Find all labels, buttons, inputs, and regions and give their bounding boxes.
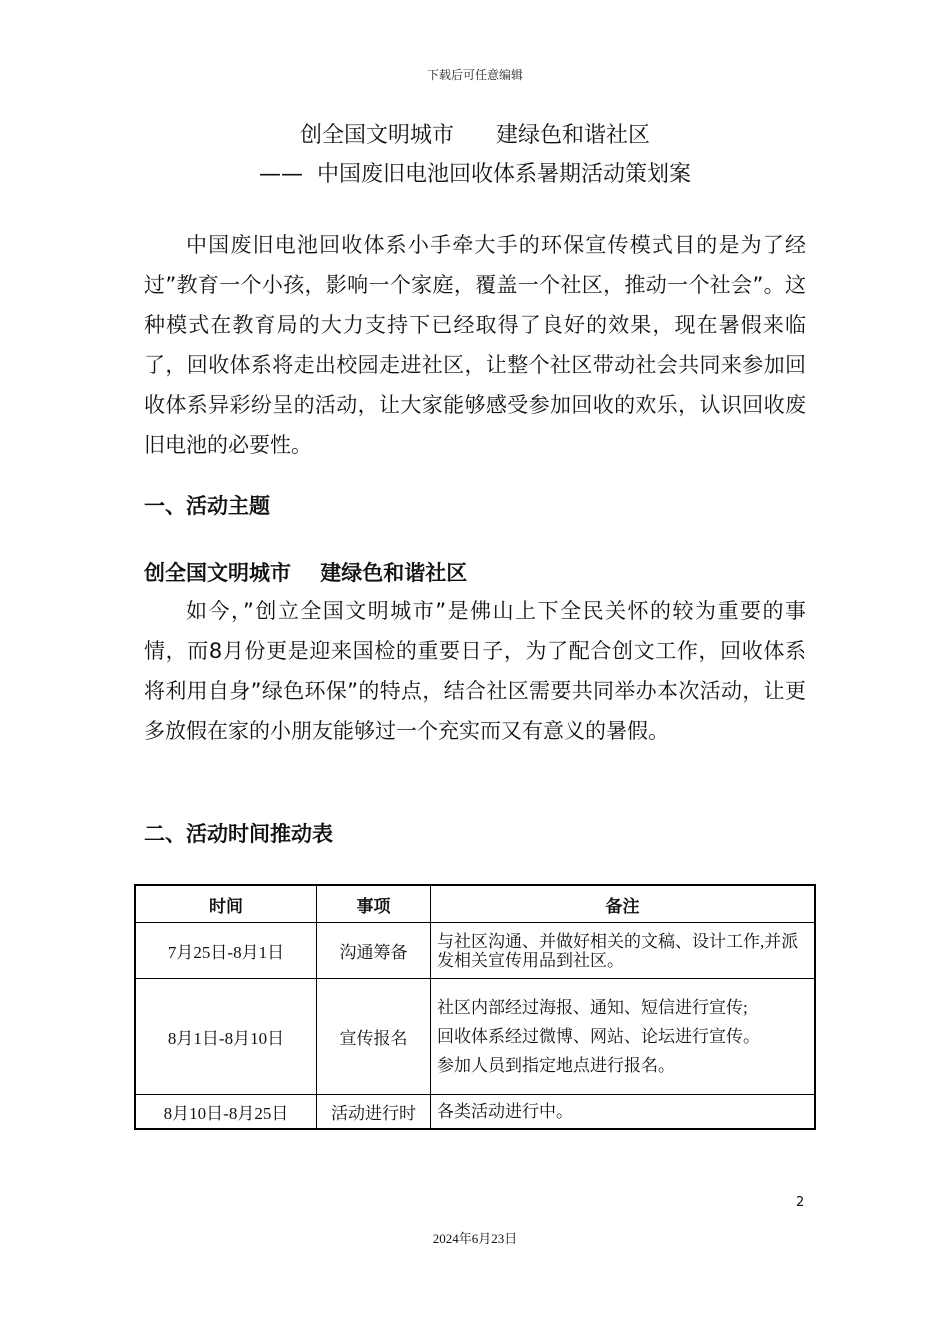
cell-notes	[431, 1095, 816, 1129]
column-header-time: 时间	[135, 885, 317, 923]
cell-notes	[431, 923, 816, 979]
table-row	[135, 1095, 815, 1129]
note-line: 与社区沟通、并做好相关的文稿、设计工作,并派发相关宣传用品到社区。	[437, 931, 799, 970]
cell-item: 沟通筹备	[317, 923, 431, 979]
column-header-notes: 备注	[431, 885, 816, 923]
note-line: 回收体系经过微博、网站、论坛进行宣传。	[437, 1027, 760, 1046]
intro-paragraph: 中国废旧电池回收体系小手牵大手的环保宣传模式目的是为了经过”教育一个小孩，影响一个家庭，覆盖一个社区，推动一个社会”。这种模式在教育局的大力支持下已经取得了良好的效果，现在暑假来临了，回收体系将走出校园走进社区，让整个社区带动社会共同来参加回收体系异彩纷呈的活动，让大家能够感受参加回收的欢乐，认识回收废旧电池的必要性。	[144, 233, 806, 457]
schedule-table	[134, 884, 816, 1130]
table-header-row	[135, 885, 815, 923]
cell-item: 活动进行时	[317, 1095, 431, 1129]
footer-date: 2024年6月23日	[432, 1231, 518, 1246]
page-header: 下载后可任意编辑	[426, 68, 523, 82]
theme-paragraph: 如今，”创立全国文明城市”是佛山上下全民关怀的较为重要的事情，而8月份更是迎来国检的重要日子，为了配合创文工作，回收体系将利用自身”绿色环保”的特点，结合社区需要共同举办本次活动，让更多放假在家的小朋友能够过一个充实而又有意义的暑假。	[144, 599, 806, 743]
theme-statement: 创全国文明城市 建绿色和谐社区	[144, 561, 468, 585]
section-heading-schedule: 二、活动时间推动表	[144, 822, 333, 846]
table-row	[135, 923, 815, 979]
column-header-item: 事项	[317, 885, 431, 923]
page-number: 2	[796, 1195, 805, 1210]
cell-time: 8月1日-8月10日	[135, 979, 317, 1095]
cell-time: 8月10日-8月25日	[135, 1095, 317, 1129]
note-line: 社区内部经过海报、通知、短信进行宣传;	[437, 998, 748, 1017]
document-subtitle: —— 中国废旧电池回收体系暑期活动策划案	[259, 162, 691, 187]
note-line: 各类活动进行中。	[437, 1101, 573, 1121]
cell-time: 7月25日-8月1日	[135, 923, 317, 979]
document-title: 创全国文明城市 建绿色和谐社区	[300, 123, 650, 148]
cell-item: 宣传报名	[317, 979, 431, 1095]
table-row	[135, 979, 815, 1095]
note-line: 参加人员到指定地点进行报名。	[437, 1056, 675, 1075]
cell-notes	[431, 979, 816, 1095]
section-heading-theme: 一、活动主题	[144, 494, 270, 518]
